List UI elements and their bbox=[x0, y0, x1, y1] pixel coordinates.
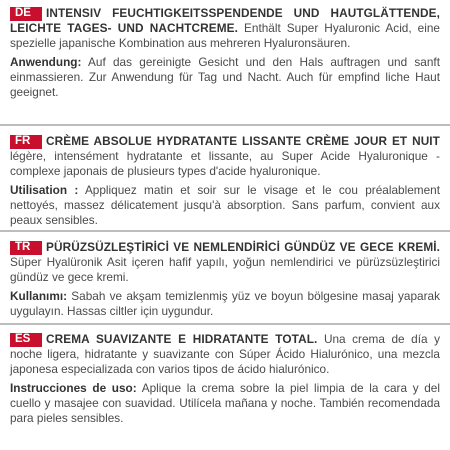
divider bbox=[0, 124, 450, 126]
section-de bbox=[0, 6, 450, 100]
section-fr-usage-text: Appliquez matin et soir sur le visage et le cou préalablement nettoyés, massez délicatement jusqu'à absorption. Sans parfum, convient aux peaux sensibles. bbox=[10, 183, 440, 227]
section-fr-usage bbox=[10, 183, 440, 228]
divider bbox=[0, 230, 450, 232]
section-tr-usage-label: Kullanımı: bbox=[10, 289, 68, 303]
section-fr-description: légère, intensément hydratante et lissante, au Super Acide Hyaluronique - complexe japonais de plusieurs types d'acide hyaluronique. bbox=[10, 149, 440, 178]
section-tr-usage bbox=[10, 289, 440, 319]
section-de-usage bbox=[10, 55, 440, 100]
section-de-description: Enthält Super Hyaluronic Acid, eine spezielle japanische Kombination aus mehreren Hyaluronsäuren. bbox=[10, 21, 440, 50]
section-fr-usage-label: Utilisation : bbox=[10, 183, 79, 197]
section-de-heading: INTENSIV FEUCHTIGKEITSSPENDENDE UND HAUTGLÄTTENDE, LEICHTE TAGES- UND NACHTCREME. bbox=[10, 6, 440, 35]
section-de-intro bbox=[10, 6, 440, 51]
section-tr-usage-text: Sabah ve akşam temizlenmiş yüz ve boyun bölgesine masaj yaparak uygulayın. Hassas ciltler için uygundur. bbox=[10, 289, 440, 318]
section-fr-intro bbox=[10, 134, 440, 179]
section-de-usage-label: Anwendung: bbox=[10, 55, 82, 69]
language-badge-es: ES bbox=[10, 333, 42, 347]
section-tr-intro bbox=[10, 240, 440, 285]
section-es-description: Una crema de día y noche ligera, hidratante y suavizante con Súper Ácido Hialurónico, una mezcla japonesa especializada con varios tipos de ácido hialurónico. bbox=[10, 332, 440, 376]
section-es-heading: CREMA SUAVIZANTE E HIDRATANTE TOTAL. bbox=[46, 332, 318, 346]
language-badge-fr: FR bbox=[10, 135, 42, 149]
section-es bbox=[0, 332, 450, 426]
section-es-usage-text: Aplique la crema sobre la piel limpia de la cara y del cuello y masajee con suavidad. Utilícela mañana y noche. También recomendada para pieles sensibles. bbox=[10, 381, 440, 425]
section-fr-heading: CRÈME ABSOLUE HYDRATANTE LISSANTE CRÈME JOUR ET NUIT bbox=[46, 134, 440, 148]
divider bbox=[0, 323, 450, 325]
language-badge-de: DE bbox=[10, 7, 42, 21]
section-tr-heading: PÜRÜZSÜZLEŞTİRİCİ VE NEMLENDİRİCİ GÜNDÜZ VE GECE KREMİ. bbox=[46, 240, 440, 254]
language-badge-tr: TR bbox=[10, 241, 42, 255]
section-es-usage-label: Instrucciones de uso: bbox=[10, 381, 137, 395]
section-de-usage-text: Auf das gereinigte Gesicht und den Hals auftragen und sanft einmassieren. Zur Anwendung für Tag und Nacht. Auch für empfind liche Haut geeignet. bbox=[10, 55, 440, 99]
section-fr bbox=[0, 134, 450, 228]
section-es-usage bbox=[10, 381, 440, 426]
section-tr bbox=[0, 240, 450, 319]
section-es-intro bbox=[10, 332, 440, 377]
section-tr-description: Süper Hyalüronik Asit içeren hafif yapılı, yoğun nemlendirici ve pürüzsüzleştirici gündüz ve gece kremi. bbox=[10, 255, 440, 284]
